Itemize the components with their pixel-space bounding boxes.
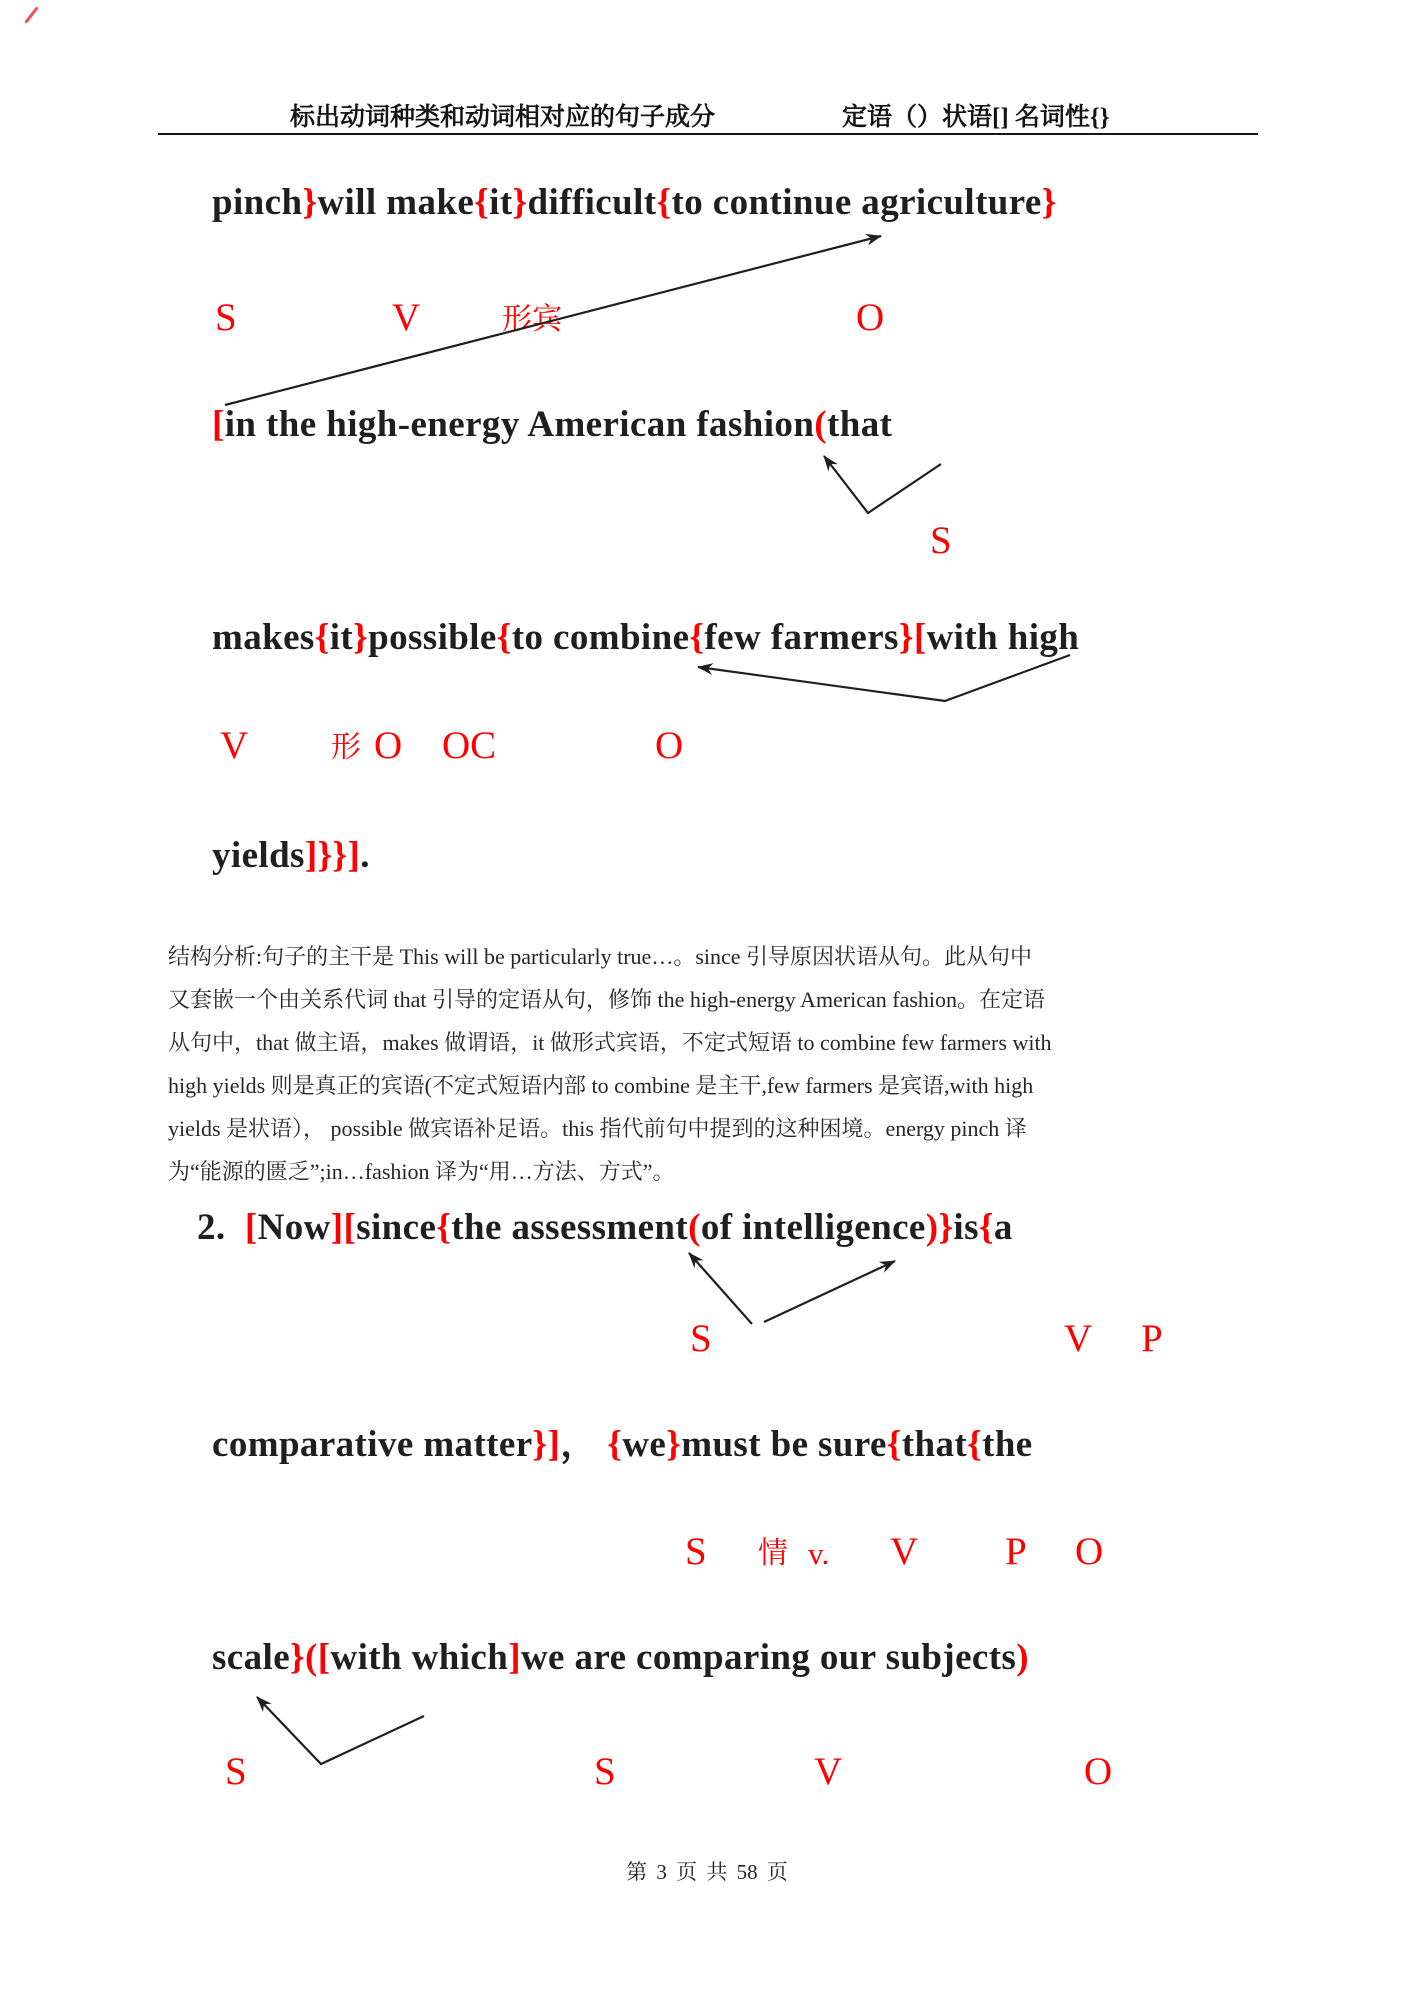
text-segment: scale (212, 1637, 291, 1678)
grammar-marker-row-1 (0, 298, 1414, 350)
text-segment: must be sure (681, 1424, 887, 1465)
text-segment: { (886, 1424, 902, 1465)
text-segment: yields (212, 835, 305, 876)
text-segment: }([ (290, 1637, 331, 1678)
text-segment: pinch (212, 182, 303, 223)
text-segment: possible (368, 617, 497, 658)
text-segment: . (360, 835, 370, 876)
text-segment: we are comparing our subjects (520, 1637, 1017, 1678)
header-divider (158, 133, 1258, 135)
analysis-line: 又套嵌一个由关系代词 that 引导的定语从句，修饰 the high-energy American fashion。在定语 (168, 987, 1046, 1012)
text-segment: { (474, 182, 490, 223)
text-segment: ]}}] (304, 835, 361, 876)
grammar-label: V (1064, 1317, 1093, 1360)
grammar-label: O (1075, 1530, 1104, 1573)
text-segment: of intelligence (700, 1207, 926, 1248)
grammar-label: 形宾 (502, 303, 562, 336)
text-segment: } (353, 617, 369, 658)
text-segment: [ (913, 617, 927, 658)
annotation-arrow (764, 1261, 895, 1322)
text-segment: it (489, 182, 513, 223)
grammar-label: O (856, 296, 885, 339)
text-segment: )} (925, 1207, 954, 1248)
text-segment: a (993, 1207, 1013, 1248)
text-segment: few farmers (704, 617, 899, 658)
text-segment: we (622, 1424, 667, 1465)
text-segment: } (666, 1424, 682, 1465)
sentence-line-3 (212, 619, 1079, 656)
text-segment: ] (508, 1637, 521, 1678)
grammar-label: S (685, 1530, 707, 1573)
text-segment: { (607, 1424, 623, 1465)
text-segment: } (512, 182, 528, 223)
grammar-label: O (1084, 1750, 1113, 1793)
grammar-label: S (215, 296, 237, 339)
grammar-label: S (690, 1317, 712, 1360)
grammar-marker-row-5 (0, 1752, 1414, 1804)
text-segment: Now (257, 1207, 331, 1248)
grammar-marker-subject-label (0, 521, 1414, 573)
text-segment: { (967, 1424, 983, 1465)
grammar-label: V (814, 1750, 843, 1793)
grammar-label: S (225, 1750, 247, 1793)
sentence-line-7 (212, 1639, 1029, 1676)
grammar-label: V (392, 296, 421, 339)
text-segment: { (436, 1207, 452, 1248)
text-segment: is (953, 1207, 979, 1248)
grammar-label: V (220, 724, 249, 767)
text-segment: }] (532, 1424, 561, 1465)
grammar-label: v. (808, 1536, 830, 1571)
analysis-line: 结构分析:句子的主干是 This will be particularly true…。since 引导原因状语从句。此从句中 (168, 944, 1033, 969)
text-segment: with high (926, 617, 1080, 658)
grammar-label: S (594, 1750, 616, 1793)
text-segment: to continue agriculture (671, 182, 1042, 223)
grammar-label: O (374, 724, 403, 767)
text-segment: the (982, 1424, 1033, 1465)
text-segment: that (827, 404, 893, 445)
text-segment: { (656, 182, 672, 223)
text-segment: with which (330, 1637, 509, 1678)
text-segment: { (978, 1207, 994, 1248)
text-segment: difficult (527, 182, 657, 223)
annotation-arrow (824, 456, 941, 513)
header-left-title: 标出动词种类和动词相对应的句子成分 (290, 104, 716, 131)
grammar-label: V (890, 1530, 919, 1573)
text-segment: ( (688, 1207, 701, 1248)
text-segment: [ (244, 1207, 258, 1248)
analysis-line: yields 是状语）， possible 做宾语补足语。this 指代前句中提到的这种困境。energy pinch 译 (168, 1116, 1027, 1141)
header-right-legend: 定语（）状语[] 名词性{} (842, 104, 1110, 131)
text-segment: makes (212, 617, 315, 658)
text-segment: } (1041, 182, 1057, 223)
grammar-label: 情 (758, 1537, 788, 1570)
page-number: 第 3 页 共 58 页 (626, 1860, 788, 1884)
grammar-label: 形 (331, 731, 361, 764)
text-segment: comparative matter (212, 1424, 533, 1465)
grammar-label: P (1005, 1530, 1027, 1573)
text-segment: ) (1016, 1637, 1029, 1678)
annotation-arrow (689, 1253, 752, 1324)
sentence-line-5 (197, 1209, 1013, 1246)
text-segment: { (689, 617, 705, 658)
text-segment: that (901, 1424, 968, 1465)
text-segment: } (898, 617, 914, 658)
text-segment: [ (212, 404, 225, 445)
grammar-marker-row-3 (0, 1319, 1414, 1371)
sentence-line-1 (212, 184, 1057, 221)
analysis-paragraph (168, 935, 1263, 1193)
grammar-marker-row-2 (0, 726, 1414, 778)
grammar-label: S (930, 519, 952, 562)
sentence-line-2 (212, 406, 892, 443)
grammar-label: P (1141, 1317, 1163, 1360)
analysis-line: 为“能源的匮乏”;in…fashion 译为“用…方法、方式”。 (168, 1159, 675, 1184)
sentence-line-6 (212, 1426, 1033, 1463)
text-segment: the assessment (451, 1207, 689, 1248)
text-segment: ][ (330, 1207, 357, 1248)
text-segment: since (356, 1207, 437, 1248)
text-segment: 2. (197, 1207, 245, 1248)
text-segment: } (302, 182, 318, 223)
text-segment: ( (814, 404, 828, 445)
analysis-line: 从句中，that 做主语，makes 做谓语，it 做形式宾语，不定式短语 to combine few farmers with (168, 1030, 1052, 1055)
grammar-label: OC (442, 724, 497, 767)
analysis-line: high yields 则是真正的宾语(不定式短语内部 to combine 是主干,few farmers 是宾语,with high (168, 1073, 1034, 1098)
text-segment: it (329, 617, 354, 658)
text-segment: to combine (511, 617, 690, 658)
text-segment: { (496, 617, 512, 658)
text-segment: in the high-energy American fashion (224, 404, 815, 445)
grammar-marker-row-4 (0, 1532, 1414, 1584)
scan-artifact (24, 6, 39, 24)
text-segment: { (314, 617, 330, 658)
annotation-arrow (698, 655, 1070, 701)
text-segment: ， (560, 1424, 608, 1465)
sentence-line-4 (212, 837, 370, 874)
grammar-label: O (655, 724, 684, 767)
text-segment: will make (317, 182, 475, 223)
